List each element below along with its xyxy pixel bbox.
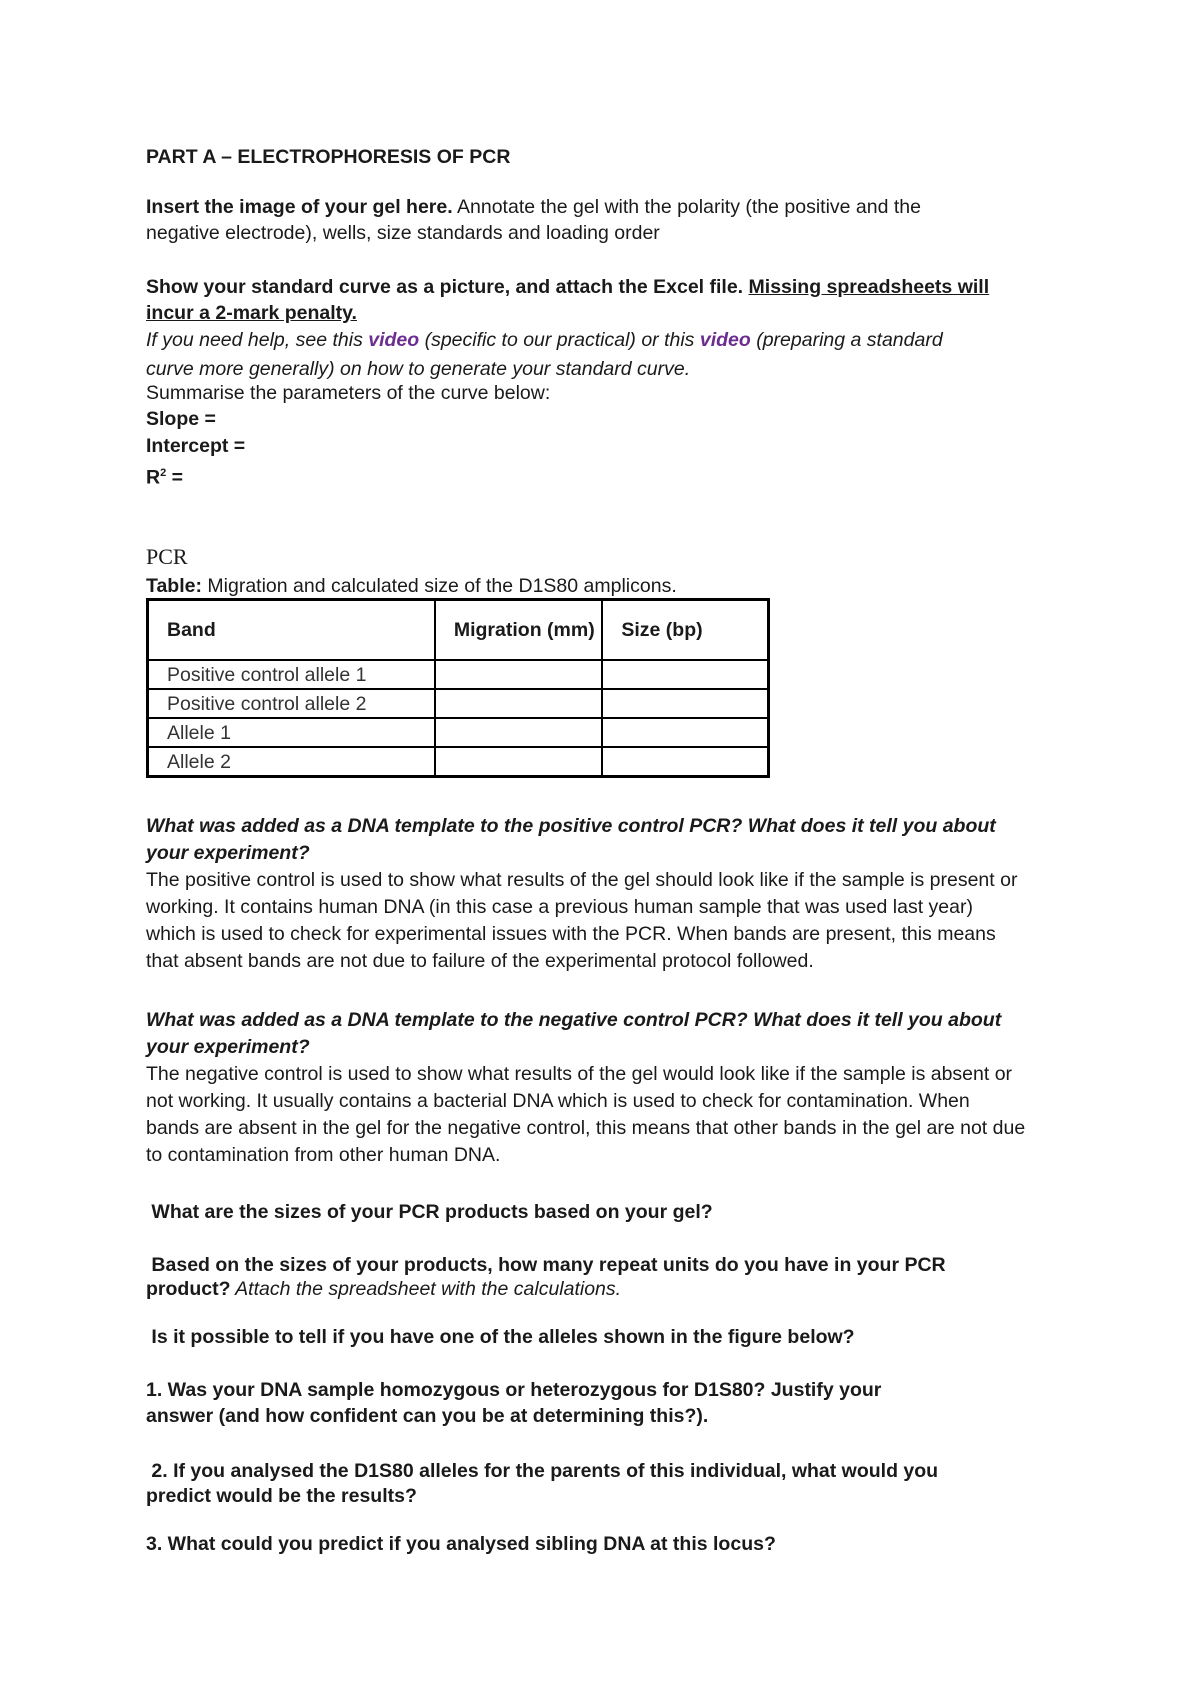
- table-caption-bold: Table:: [146, 575, 202, 597]
- gel-instruction: [146, 194, 921, 221]
- penalty-warning-line2: incur a 2-mark penalty.: [146, 302, 357, 324]
- positive-control-answer-line4: that absent bands are not due to failure of the experimental protocol followed.: [146, 950, 814, 972]
- help-text-a: If you need help, see this: [146, 329, 369, 351]
- gel-instruction-bold: Insert the image of your gel here.: [146, 196, 453, 218]
- alleles-figure-question: Is it possible to tell if you have one of the alleles shown in the figure below?: [146, 1326, 855, 1348]
- cell-band: Positive control allele 2: [148, 689, 435, 718]
- table-row: [148, 718, 769, 747]
- repeat-units-attach: Attach the spreadsheet with the calculations.: [230, 1278, 622, 1300]
- table-row: [148, 660, 769, 689]
- section-heading: PART A – ELECTROPHORESIS OF PCR: [146, 146, 511, 168]
- intercept-label: Intercept =: [146, 435, 246, 457]
- help-text-line2: curve more generally) on how to generate your standard curve.: [146, 358, 691, 380]
- table-row: [148, 689, 769, 718]
- table-header-row: [148, 600, 769, 661]
- summarise-text: Summarise the parameters of the curve below:: [146, 382, 551, 404]
- help-text-b: (specific to our practical) or this: [419, 329, 700, 351]
- cell-band: Allele 1: [148, 718, 435, 747]
- r-squared-sup: 2: [160, 467, 167, 479]
- question-1-line2: answer (and how confident can you be at determining this?).: [146, 1405, 709, 1427]
- header-migration: Migration (mm): [435, 600, 603, 661]
- question-1-line1: 1. Was your DNA sample homozygous or heterozygous for D1S80? Justify your: [146, 1379, 882, 1401]
- table-caption-rest: Migration and calculated size of the D1S80 amplicons.: [201, 575, 677, 597]
- pcr-results-table: [146, 598, 770, 778]
- cell-size[interactable]: [602, 660, 768, 689]
- negative-control-question: What was added as a DNA template to the negative control PCR? What does it tell you about: [146, 1009, 1002, 1031]
- header-size: Size (bp): [602, 600, 768, 661]
- curve-instruction: [146, 274, 989, 301]
- table-caption: [146, 573, 677, 600]
- cell-migration[interactable]: [435, 718, 603, 747]
- r-squared-eq: =: [166, 466, 184, 489]
- cell-size[interactable]: [602, 718, 768, 747]
- repeat-units-question: Based on the sizes of your products, how many repeat units do you have in your PCR: [146, 1254, 946, 1276]
- table-row: [148, 747, 769, 777]
- positive-control-question-line2: your experiment?: [146, 842, 310, 864]
- r-squared-base: R: [146, 466, 161, 489]
- curve-instruction-bold: Show your standard curve as a picture, and attach the Excel file.: [146, 276, 744, 298]
- slope-label: Slope =: [146, 408, 216, 430]
- help-text-c: (preparing a standard: [750, 329, 943, 351]
- cell-band: Allele 2: [148, 747, 435, 777]
- positive-control-answer-line3: which is used to check for experimental issues with the PCR. When bands are present, this means: [146, 923, 996, 945]
- pcr-sizes-question: What are the sizes of your PCR products based on your gel?: [146, 1201, 713, 1223]
- negative-control-question-line2: your experiment?: [146, 1036, 310, 1058]
- cell-size[interactable]: [602, 689, 768, 718]
- r-squared-label: [146, 460, 183, 492]
- cell-migration[interactable]: [435, 747, 603, 777]
- header-band: Band: [148, 600, 435, 661]
- cell-band: Positive control allele 1: [148, 660, 435, 689]
- negative-control-answer-line4: to contamination from other human DNA.: [146, 1144, 501, 1166]
- cell-migration[interactable]: [435, 660, 603, 689]
- positive-control-answer-line1: The positive control is used to show what results of the gel should look like if the sample is present or: [146, 869, 1018, 891]
- question-2-line1: 2. If you analysed the D1S80 alleles for the parents of this individual, what would you: [146, 1460, 939, 1482]
- gel-instruction-line2: negative electrode), wells, size standards and loading order: [146, 222, 660, 244]
- cell-migration[interactable]: [435, 689, 603, 718]
- penalty-warning: Missing spreadsheets will: [748, 276, 990, 298]
- video-link-practical[interactable]: video: [368, 329, 420, 351]
- repeat-units-product: product?: [146, 1278, 231, 1300]
- positive-control-answer-line2: working. It contains human DNA (in this case a previous human sample that was used last year): [146, 896, 973, 918]
- gel-instruction-rest: Annotate the gel with the polarity (the positive and the: [452, 196, 921, 218]
- negative-control-answer-line1: The negative control is used to show what results of the gel would look like if the sample is absent or: [146, 1063, 1013, 1085]
- pcr-label: PCR: [146, 544, 188, 569]
- question-2-line2: predict would be the results?: [146, 1485, 417, 1507]
- cell-size[interactable]: [602, 747, 768, 777]
- positive-control-question: What was added as a DNA template to the positive control PCR? What does it tell you about: [146, 815, 996, 837]
- question-3: 3. What could you predict if you analysed sibling DNA at this locus?: [146, 1533, 776, 1555]
- repeat-units-question-line2: [146, 1276, 621, 1303]
- negative-control-answer-line2: not working. It usually contains a bacterial DNA which is used to check for contamination. When: [146, 1090, 970, 1112]
- negative-control-answer-line3: bands are absent in the gel for the negative control, this means that other bands in the gel are not due: [146, 1117, 1026, 1139]
- help-text: [146, 327, 943, 354]
- video-link-general[interactable]: video: [699, 329, 751, 351]
